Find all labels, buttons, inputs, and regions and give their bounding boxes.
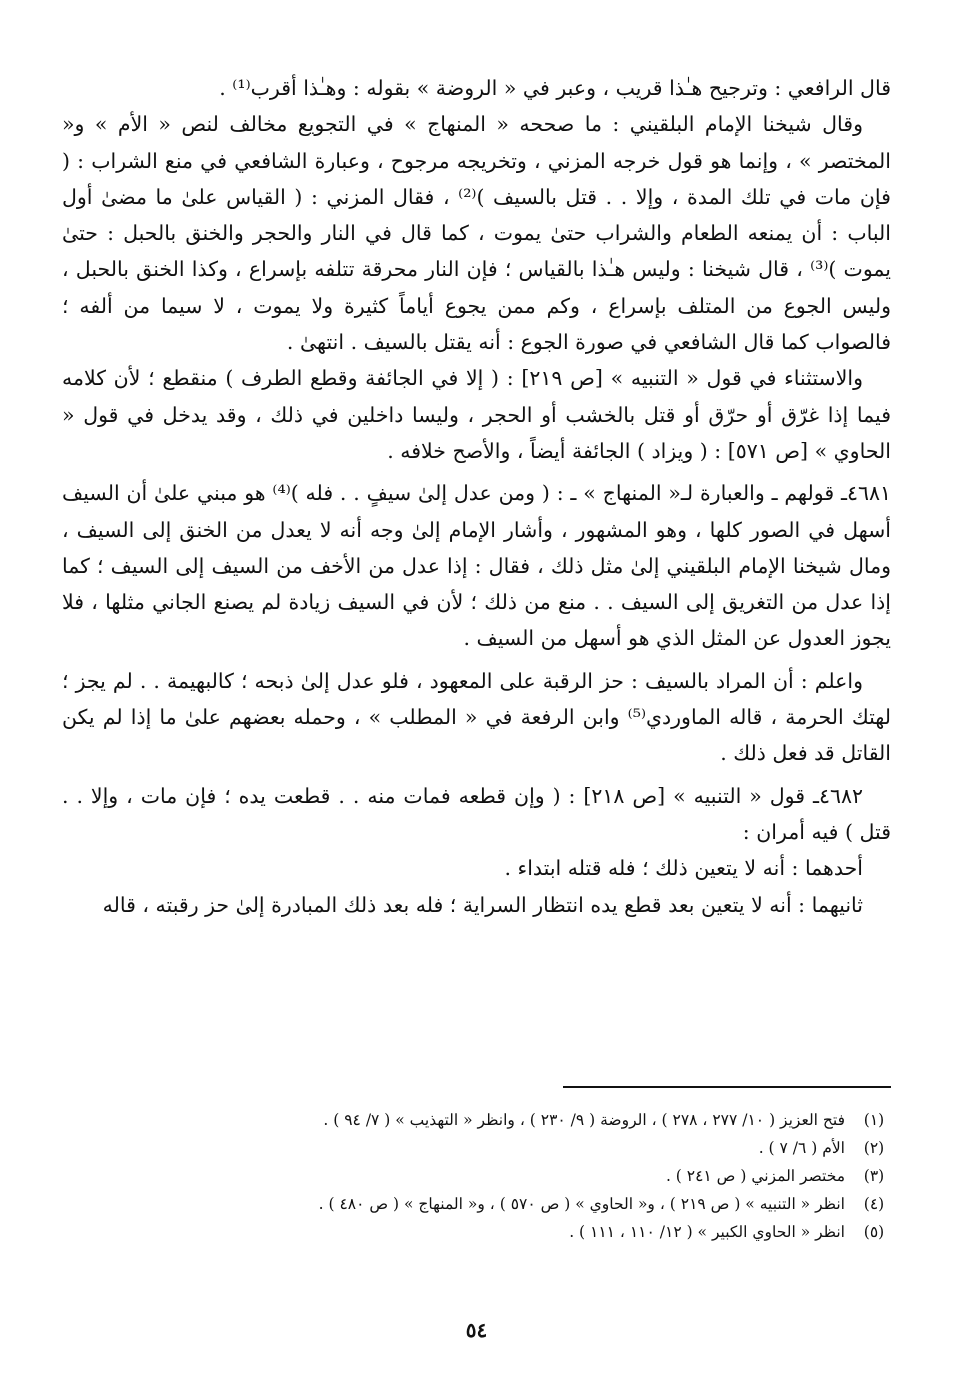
- footnote-number: (٤): [863, 1195, 885, 1213]
- footnotes: [62, 1106, 891, 1246]
- footnote-text: انظر « التنبيه » ( ص ٢١٩ ) ، و« الحاوي » ( ص ٥٧٠ ) ، و« المنهاج » ( ص ٤٨٠ ) .: [318, 1195, 845, 1213]
- footnote-number: (٣): [863, 1167, 885, 1185]
- paragraph-second-matter: ثانيهما : أنه لا يتعين بعد قطع يده انتظار السراية ؛ فله بعد ذلك المبادرة إلىٰ حز رقبته ، قاله: [102, 892, 863, 917]
- paragraph-1: قال الرافعي : وترجيح هـٰذا قريب ، وعبر في « الروضة » بقوله : وهـٰذا أقرب⁽¹⁾ .: [219, 76, 891, 100]
- footnote-2: [62, 1134, 891, 1162]
- paragraph-2: وقال شيخنا الإمام البلقيني : ما صححه « المنهاج » في التجويع مخالف لنص « الأم » و« المختصر » ، وإنما هو قول خرجه المزني ، وتخريجه مرجوح ، وعبارة الشافعي في منع الشراب : ( فإن مات في تلك المدة ، وإلا . . قتل بالسيف )⁽²⁾ ، فقال المزني : ( القياس علىٰ ما مضىٰ أول الباب : أن يمنعه الطعام والشراب حتىٰ يموت ، كما قال في النار والحجر والخنق بالحبل : حتىٰ يموت )⁽³⁾ ، قال شيخنا : وليس هـٰذا بالقياس ؛ فإن النار محرقة تتلفه بإسراع ، وكذا الخنق بالحبل ، وليس الجوع من المتلف بإسراع ، وكم ممن يجوع أياماً كثيرة ولا يموت ، لا سيما من ألفه ؛ فالصواب كما قال الشافعي في صورة الجوع : أنه يقتل بالسيف . انتهىٰ .: [62, 112, 891, 355]
- footnote-text: انظر « الحاوي الكبير » ( ١٢/ ١١٠ ، ١١١ ) .: [569, 1223, 845, 1241]
- paragraph-first-matter: أحدهما : أنه لا يتعين ذلك ؛ فله قتله ابتداء .: [504, 856, 863, 881]
- footnote-number: (٢): [863, 1139, 885, 1157]
- footnote-number: (١): [863, 1111, 885, 1129]
- paragraph-3: والاستثناء في قول « التنبيه » [ص ٢١٩] : ( إلا في الجائفة وقطع الطرف ) منقطع ؛ لأن كلامه فيما إذا غرّق أو حرّق أو قتل بالخشب أو الحجر ، وليسا داخلين في ذلك ، وقد يدخل في قول « الحاوي » [ص ٥٧١] : ( ويزاد ) الجائفة أيضاً ، والأصح خلافه .: [62, 366, 891, 463]
- footnote-1: [62, 1106, 891, 1134]
- main-text: [62, 70, 891, 923]
- footnote-number: (٥): [863, 1223, 885, 1241]
- paragraph-4682: ٤٦٨٢ـ قول « التنبيه » [ص ٢١٨] : ( وإن قطعه فمات منه . . قطعت يده ؛ فإن مات ، وإلا . . قتل ) فيه أمران :: [62, 783, 891, 844]
- footnote-text: مختصر المزني ( ص ٢٤١ ) .: [665, 1167, 845, 1185]
- page-number: ٥٤: [465, 1318, 488, 1342]
- footnote-4: [62, 1190, 891, 1218]
- footnote-text: الأم ( ٦/ ٧ ) .: [758, 1139, 845, 1157]
- footnote-text: فتح العزيز ( ١٠/ ٢٧٧ ، ٢٧٨ ) ، الروضة ( ٩/ ٢٣٠ ) ، وانظر « التهذيب » ( ٧/ ٩٤ ) .: [323, 1111, 845, 1129]
- paragraph-5: واعلم : أن المراد بالسيف : حز الرقبة على المعهود ، فلو عدل إلىٰ ذبحه ؛ كالبهيمة . . لم يجز ؛ لهتك الحرمة ، قاله الماوردي⁽⁵⁾ وابن الرفعة في « المطلب » ، وحمله بعضهم علىٰ ما إذا لم يكن القاتل قد فعل ذلك .: [62, 668, 891, 766]
- footnote-3: [62, 1162, 891, 1190]
- footnote-divider: [563, 1086, 891, 1088]
- paragraph-4681: ٤٦٨١ـ قولهم ـ والعبارة لـ« المنهاج » ـ : ( ومن عدل إلىٰ سيفٍ . . فله )⁽⁴⁾ هو مبني علىٰ أن السيف أسهل في الصور كلها ، وهو المشهور ، وأشار الإمام إلىٰ وجه أنه لا يعدل من الخنق إلى السيف ، ومال شيخنا الإمام البلقيني إلىٰ مثل ذلك ، فقال : إذا عدل من الأخف من السيف إلى السيف ؛ كما إذا عدل من التغريق إلى السيف . . منع من ذلك ؛ لأن في السيف زيادة لم يصنع الجاني مثلها ، فلا يجوز العدول عن المثل الذي هو أسهل من السيف .: [62, 481, 891, 651]
- footnote-5: [62, 1218, 891, 1246]
